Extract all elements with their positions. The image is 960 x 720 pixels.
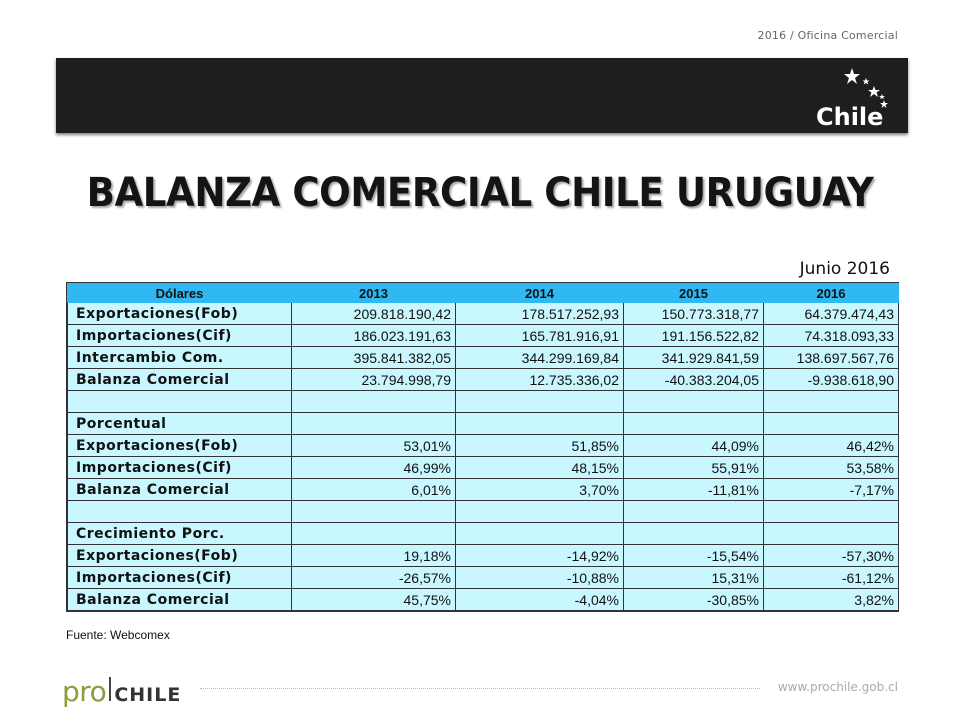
prochile-logo-chile: CHILE bbox=[114, 684, 182, 706]
table-cell: 12.735.336,02 bbox=[456, 369, 624, 391]
source-note: Fuente: Webcomex bbox=[66, 628, 170, 642]
table-row bbox=[68, 589, 899, 611]
column-header: 2016 bbox=[764, 284, 899, 303]
table-cell bbox=[292, 391, 456, 413]
row-label: Intercambio Com. bbox=[68, 347, 292, 369]
table-cell: -26,57% bbox=[292, 567, 456, 589]
trade-balance-table bbox=[66, 282, 899, 612]
table-cell bbox=[624, 501, 764, 523]
table-cell bbox=[292, 523, 456, 545]
table-cell: -61,12% bbox=[764, 567, 899, 589]
prochile-logo-divider bbox=[109, 677, 111, 701]
table-cell bbox=[624, 523, 764, 545]
table-cell: 64.379.474,43 bbox=[764, 303, 899, 325]
table-row bbox=[68, 435, 899, 457]
table-row-empty bbox=[68, 501, 899, 523]
table-cell: 209.818.190,42 bbox=[292, 303, 456, 325]
table-section-row bbox=[68, 413, 899, 435]
column-header: 2015 bbox=[624, 284, 764, 303]
row-label: Importaciones(Cif) bbox=[68, 567, 292, 589]
table-cell bbox=[764, 413, 899, 435]
page-title: BALANZA COMERCIAL CHILE URUGUAY bbox=[86, 170, 874, 216]
table-cell: 165.781.916,91 bbox=[456, 325, 624, 347]
table-row bbox=[68, 347, 899, 369]
table-cell: 395.841.382,05 bbox=[292, 347, 456, 369]
table-cell: 138.697.567,76 bbox=[764, 347, 899, 369]
table-cell bbox=[764, 501, 899, 523]
table-cell bbox=[456, 523, 624, 545]
table-cell bbox=[456, 413, 624, 435]
table-cell: 178.517.252,93 bbox=[456, 303, 624, 325]
chile-logo bbox=[812, 64, 902, 130]
table-cell: -9.938.618,90 bbox=[764, 369, 899, 391]
column-header: 2013 bbox=[292, 284, 456, 303]
footer-divider bbox=[200, 688, 760, 689]
chile-logo-text: Chile bbox=[816, 103, 884, 130]
table-row bbox=[68, 457, 899, 479]
table-cell: -4,04% bbox=[456, 589, 624, 611]
column-header: 2014 bbox=[456, 284, 624, 303]
table-row bbox=[68, 479, 899, 501]
row-label: Exportaciones(Fob) bbox=[68, 545, 292, 567]
section-label: Crecimiento Porc. bbox=[68, 523, 292, 545]
row-label bbox=[68, 501, 292, 523]
table-cell bbox=[292, 413, 456, 435]
data-table bbox=[67, 283, 899, 611]
table-header-row bbox=[68, 284, 899, 303]
table-cell: 3,70% bbox=[456, 479, 624, 501]
table-cell: 44,09% bbox=[624, 435, 764, 457]
table-cell: 150.773.318,77 bbox=[624, 303, 764, 325]
table-cell: 344.299.169,84 bbox=[456, 347, 624, 369]
row-label: Importaciones(Cif) bbox=[68, 325, 292, 347]
table-cell bbox=[764, 523, 899, 545]
table-cell: -57,30% bbox=[764, 545, 899, 567]
table-row bbox=[68, 303, 899, 325]
row-label: Importaciones(Cif) bbox=[68, 457, 292, 479]
prochile-logo-pro: pro bbox=[62, 675, 107, 708]
table-cell: -15,54% bbox=[624, 545, 764, 567]
table-cell: 46,42% bbox=[764, 435, 899, 457]
table-row bbox=[68, 325, 899, 347]
table-cell: 48,15% bbox=[456, 457, 624, 479]
table-row-empty bbox=[68, 391, 899, 413]
table-cell: 341.929.841,59 bbox=[624, 347, 764, 369]
row-label bbox=[68, 391, 292, 413]
row-label: Balanza Comercial bbox=[68, 589, 292, 611]
column-header: Dólares bbox=[68, 284, 292, 303]
table-cell: 191.156.522,82 bbox=[624, 325, 764, 347]
table-cell: 23.794.998,79 bbox=[292, 369, 456, 391]
table-cell: -10,88% bbox=[456, 567, 624, 589]
row-label: Exportaciones(Fob) bbox=[68, 435, 292, 457]
row-label: Balanza Comercial bbox=[68, 479, 292, 501]
table-cell bbox=[456, 501, 624, 523]
table-cell: 53,58% bbox=[764, 457, 899, 479]
table-cell: 55,91% bbox=[624, 457, 764, 479]
table-cell bbox=[624, 391, 764, 413]
header-note: 2016 / Oficina Comercial bbox=[757, 29, 898, 42]
table-cell: 74.318.093,33 bbox=[764, 325, 899, 347]
table-cell: 45,75% bbox=[292, 589, 456, 611]
table-cell: -11,81% bbox=[624, 479, 764, 501]
table-cell bbox=[292, 501, 456, 523]
table-cell: -40.383.204,05 bbox=[624, 369, 764, 391]
table-cell: 51,85% bbox=[456, 435, 624, 457]
footer-url: www.prochile.gob.cl bbox=[777, 680, 898, 694]
section-label: Porcentual bbox=[68, 413, 292, 435]
table-cell: 3,82% bbox=[764, 589, 899, 611]
table-cell: 186.023.191,63 bbox=[292, 325, 456, 347]
table-cell: 19,18% bbox=[292, 545, 456, 567]
table-cell bbox=[624, 413, 764, 435]
table-cell: 46,99% bbox=[292, 457, 456, 479]
prochile-logo bbox=[62, 675, 182, 708]
table-section-row bbox=[68, 523, 899, 545]
table-row bbox=[68, 567, 899, 589]
table-cell bbox=[764, 391, 899, 413]
table-cell: -7,17% bbox=[764, 479, 899, 501]
report-date: Junio 2016 bbox=[799, 259, 890, 279]
table-row bbox=[68, 545, 899, 567]
row-label: Exportaciones(Fob) bbox=[68, 303, 292, 325]
table-cell bbox=[456, 391, 624, 413]
table-cell: 6,01% bbox=[292, 479, 456, 501]
table-cell: 53,01% bbox=[292, 435, 456, 457]
table-cell: -14,92% bbox=[456, 545, 624, 567]
table-row bbox=[68, 369, 899, 391]
table-cell: -30,85% bbox=[624, 589, 764, 611]
header-banner bbox=[56, 58, 908, 133]
row-label: Balanza Comercial bbox=[68, 369, 292, 391]
table-cell: 15,31% bbox=[624, 567, 764, 589]
